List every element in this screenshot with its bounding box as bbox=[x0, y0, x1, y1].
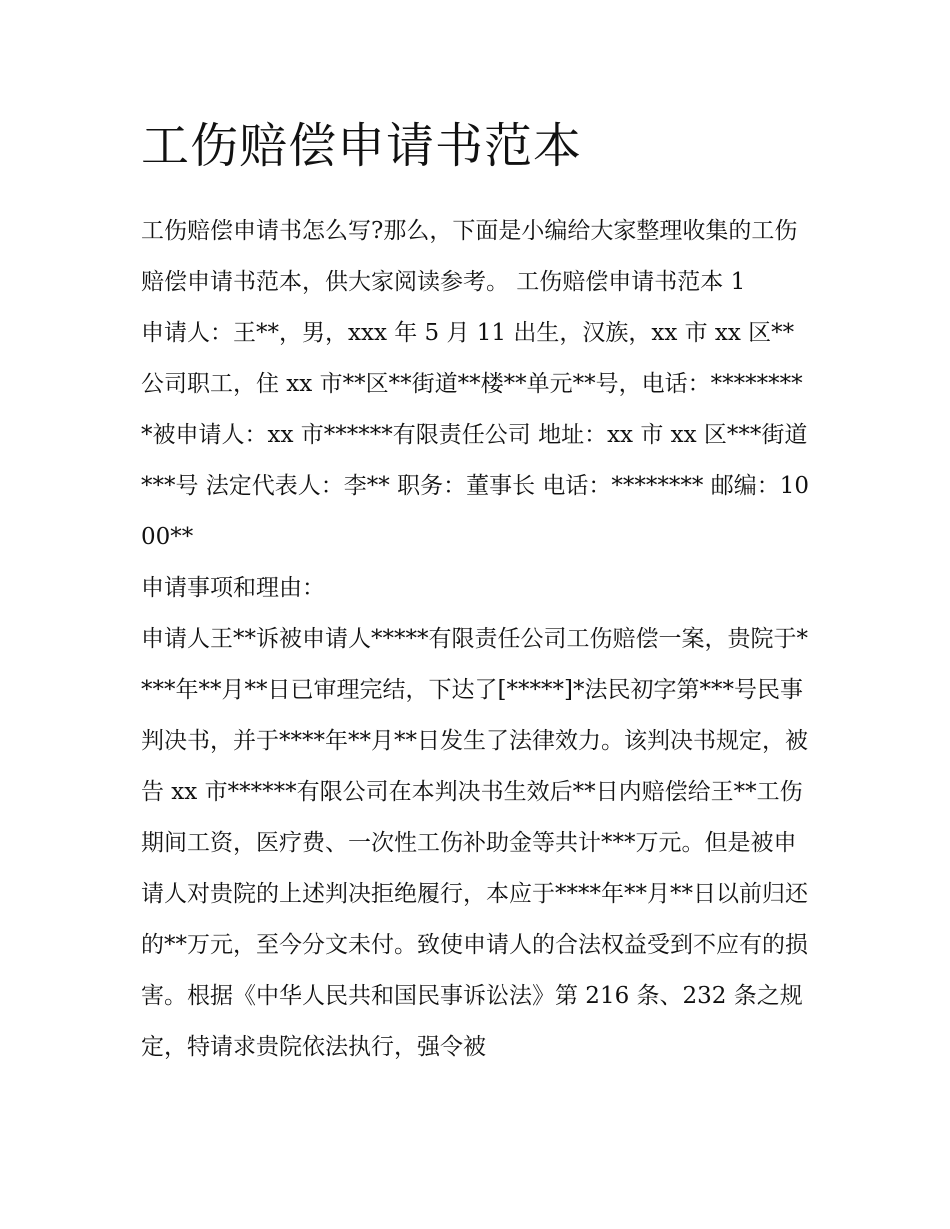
document-title: 工伤赔偿申请书范本 bbox=[141, 118, 583, 174]
document-body bbox=[141, 110, 813, 1073]
claim-paragraph: 申请人王**诉被申请人*****有限责任公司工伤赔偿一案，贵院于****年**月**日已审理完结，下达了[*****]*法民初字第***号民事判决书，并于****年**月**日发生了法律效力。该判决书规定，被告 xx 市******有限公司在本判决书生效后**日内赔偿给王**工伤期间工资，医疗费、一次性工伤补助金等共计***万元。但是被申请人对贵院的上述判决拒绝履行，本应于****年**月**日以前归还的**万元，至今分文未付。致使申请人的合法权益受到不应有的损害。根据《中华人民共和国民事诉讼法》第 216 条、232 条之规定，特请求贵院依法执行，强令被 bbox=[141, 626, 808, 1060]
parties-paragraph: 申请人：王**，男，xxx 年 5 月 11 出生，汉族，xx 市 xx 区**公司职工，住 xx 市**区**街道**楼**单元**号，电话：*********被申请人：xx 市******有限责任公司 地址：xx 市 xx 区***街道***号 法定代表人：李** 职务：董事长 电话：******** 邮编：1000** bbox=[141, 320, 810, 550]
section-heading: 申请事项和理由： bbox=[141, 575, 325, 601]
intro-paragraph: 工伤赔偿申请书怎么写?那么，下面是小编给大家整理收集的工伤赔偿申请书范本，供大家阅读参考。 工伤赔偿申请书范本 1 bbox=[141, 218, 798, 295]
